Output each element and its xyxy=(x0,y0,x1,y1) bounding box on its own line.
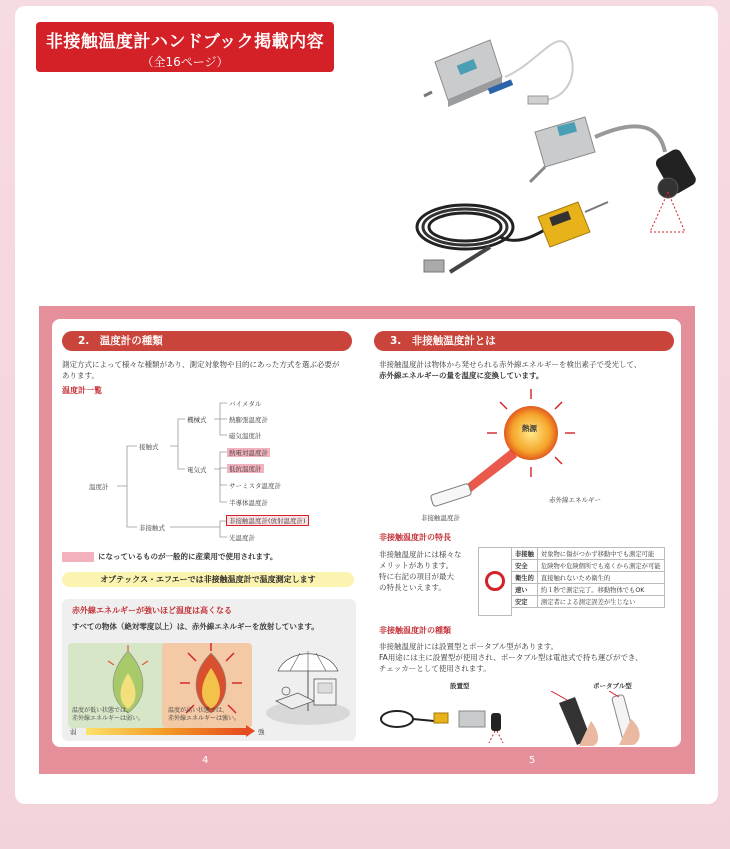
energy-gradient-arrow xyxy=(86,728,246,735)
noncontact-intro-2: 赤外線エネルギーの量を温度に変換しています。 xyxy=(379,371,544,380)
features-text: 非接触温度計には様々な メリットがあります。 特に右記の項目が最大 の特長といえます。 xyxy=(379,550,462,592)
handbook-title: 非接触温度計ハンドブック掲載内容 xyxy=(45,32,325,52)
leaf-noncontact-radiation: 非接触温度計(放射温度計) xyxy=(226,515,309,526)
features-row: 安定 測定者による測定誤差が生じない xyxy=(512,596,665,608)
tree-mechanical: 機械式 xyxy=(187,416,207,424)
high-temp-caption: 温度が高い状態では、 赤外線エネルギーは強い。 xyxy=(168,707,241,722)
type-portable-label: ポータブル型 xyxy=(593,682,632,690)
leaf-thermistor: サーミスタ温度計 xyxy=(229,482,281,490)
ir-energy-label: 赤外線エネルギー xyxy=(549,496,601,504)
product-sensor-box-2 xyxy=(530,117,595,182)
leaf-thermocouple: 熱電対温度計 xyxy=(229,449,268,457)
types-heading: 非接触温度計の種類 xyxy=(379,626,451,635)
handbook-subtitle: （全16ページ） xyxy=(141,55,229,69)
types-text: 非接触温度計には設置型とポータブル型があります。 FA用途には主に設置型が使用され、ポータブル型は電池式で持ち運びができ、 チェッカーとして使用されます。 xyxy=(379,642,643,673)
weak-label: 弱 xyxy=(70,728,77,736)
leaf-thermal-expansion: 熱膨張温度計 xyxy=(229,416,268,424)
tree-root: 温度計 xyxy=(89,483,109,491)
leaf-optical: 光温度計 xyxy=(229,534,255,542)
heat-source-label: 熱源 xyxy=(522,424,537,433)
circle-mark-icon xyxy=(485,571,505,591)
product-sensor-head xyxy=(654,147,698,198)
page-right xyxy=(361,319,681,747)
title-banner xyxy=(36,22,334,72)
thermometer-list-heading: 温度計一覧 xyxy=(62,386,102,395)
page-left xyxy=(52,319,361,747)
product-sensor-box xyxy=(424,40,513,107)
features-row: 速い 約１秒で測定完了。移動物体でもOK xyxy=(512,584,665,596)
ir-box-text: すべての物体（絶対零度以上）は、赤外線エネルギーを放射しています。 xyxy=(72,622,319,631)
product-photos xyxy=(410,22,710,282)
strong-label: 強 xyxy=(258,728,265,736)
section-title-noncontact: 3. 非接触温度計とは xyxy=(374,331,674,351)
page-number-right: 5 xyxy=(529,755,536,766)
leaf-resistance: 低抗温度計 xyxy=(229,465,262,473)
features-row: 衛生的 直接触れないため衛生的 xyxy=(512,572,665,584)
arrow-head-icon xyxy=(246,725,255,737)
product-yellow-amp xyxy=(538,202,608,247)
features-row: 非接触 対象物に傷がつかず移動中でも測定可能 xyxy=(512,548,665,560)
type-fixed-label: 設置型 xyxy=(450,682,470,690)
product-types-illustration xyxy=(379,691,669,746)
noncontact-intro-1: 非接触温度計は物体から発せられる赤外線エネルギーを検出素子で受光して、 xyxy=(379,360,642,369)
legend-note: になっているものが一般的に産業用で使用されます。 xyxy=(98,552,278,561)
tree-contact: 接触式 xyxy=(139,443,159,451)
section-title-types: 2. 温度計の種類 xyxy=(62,331,352,351)
device-label: 非接触温度計 xyxy=(421,514,460,522)
features-row: 安全 危険物や危険個所でも遠くから測定が可能 xyxy=(512,560,665,572)
features-table xyxy=(511,547,665,608)
handbook-spread xyxy=(39,306,695,774)
page-number-left: 4 xyxy=(202,755,209,766)
low-temp-caption: 温度が低い状態では、 赤外線エネルギーは弱い。 xyxy=(72,707,145,722)
features-heading: 非接触温度計の特長 xyxy=(379,533,451,542)
leaf-magnetic: 磁気温度計 xyxy=(229,432,262,440)
optex-banner: オプテックス・エフエーでは非接触温度計で温度測定します xyxy=(62,572,354,587)
ir-energy-box xyxy=(62,599,356,741)
leaf-semiconductor: 半導体温度計 xyxy=(229,499,268,507)
ir-box-heading: 赤外線エネルギーが強いほど温度は高くなる xyxy=(72,606,232,615)
legend-swatch xyxy=(62,552,94,562)
types-intro: 測定方式によって様々な種類があり、測定対象物や目的にあった方式を選ぶ必要が あります。 xyxy=(62,360,340,380)
leaf-bimetal: バイメタル xyxy=(229,400,262,408)
tree-electrical: 電気式 xyxy=(187,466,207,474)
tree-noncontact: 非接触式 xyxy=(139,524,165,532)
parasol-illustration xyxy=(258,643,352,728)
